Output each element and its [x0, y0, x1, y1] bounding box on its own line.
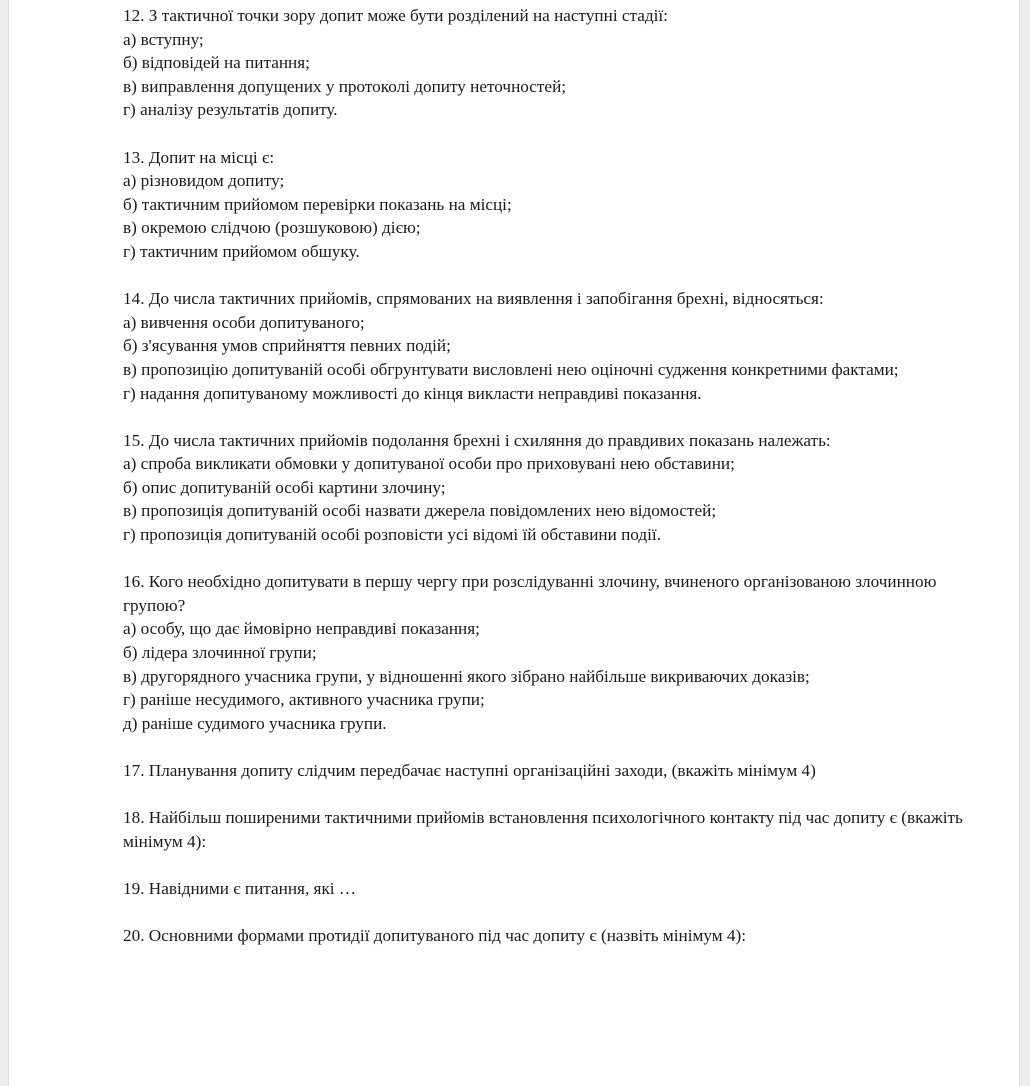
- answer-option: а) вступну;: [123, 29, 204, 49]
- answer-option: а) особу, що дає ймовірно неправдиві показання;: [123, 619, 480, 639]
- question-19: [123, 877, 963, 901]
- answer-option: б) тактичним прийомом перевірки показань на місці;: [123, 194, 512, 214]
- answer-option: б) відповідей на питання;: [123, 53, 310, 73]
- answer-option: в) другорядного учасника групи, у відношенні якого зібрано найбільше викриваючих доказів;: [123, 666, 810, 686]
- question-13: [123, 146, 963, 264]
- answer-option: г) надання допитуваному можливості до кінця викласти неправдиві показання.: [123, 383, 702, 403]
- question-text: 19. Навідними є питання, які …: [123, 878, 357, 898]
- answer-option: г) пропозиція допитуваній особі розповісти усі відомі їй обставини події.: [123, 525, 661, 545]
- question-17: [123, 759, 963, 783]
- question-14: [123, 287, 963, 405]
- question-text: 13. Допит на місці є:: [123, 147, 275, 167]
- question-20: [123, 924, 963, 948]
- answer-option: в) виправлення допущених у протоколі допиту неточностей;: [123, 76, 567, 96]
- answer-option: д) раніше судимого учасника групи.: [123, 713, 387, 733]
- question-16: [123, 570, 963, 735]
- answer-option: г) аналізу результатів допиту.: [123, 100, 338, 120]
- question-18: [123, 806, 963, 853]
- answer-option: в) окремою слідчою (розшуковою) дією;: [123, 218, 421, 238]
- answer-option: б) лідера злочинної групи;: [123, 643, 317, 663]
- answer-option: б) з'ясування умов сприйняття певних подій;: [123, 336, 451, 356]
- answer-option: г) раніше несудимого, активного учасника групи;: [123, 690, 485, 710]
- question-text: 12. З тактичної точки зору допит може бути розділений на наступні стадії:: [123, 6, 668, 25]
- answer-option: в) пропозицію допитуваній особі обгрунтувати висловлені нею оціночні судження конкретними фактами;: [123, 359, 899, 379]
- question-text: 14. До числа тактичних прийомів, спрямованих на виявлення і запобігання брехні, відносяться:: [123, 289, 824, 309]
- question-15: [123, 429, 963, 547]
- question-text: 18. Найбільш поширеними тактичними прийомів встановлення психологічного контакту під час допиту є (вкажіть мінімум 4):: [123, 808, 963, 851]
- answer-option: в) пропозиція допитуваній особі назвати джерела повідомлених нею відомостей;: [123, 501, 717, 521]
- question-12: [123, 4, 963, 122]
- question-text: 16. Кого необхідно допитувати в першу чергу при розслідуванні злочину, вчиненого організованою злочинною групою?: [123, 572, 937, 615]
- question-text: 20. Основними формами протидії допитуваного під час допиту є (назвіть мінімум 4):: [123, 926, 747, 946]
- document-page: [8, 0, 1020, 1086]
- answer-option: б) опис допитуваній особі картини злочину;: [123, 477, 446, 497]
- answer-option: г) тактичним прийомом обшуку.: [123, 241, 360, 261]
- answer-option: а) вивчення особи допитуваного;: [123, 312, 365, 332]
- answer-option: а) різновидом допиту;: [123, 171, 285, 191]
- answer-option: а) спроба викликати обмовки у допитуваної особи про приховувані нею обставини;: [123, 454, 735, 474]
- question-text: 15. До числа тактичних прийомів подолання брехні і схиляння до правдивих показань належать:: [123, 430, 831, 450]
- document-content: [123, 4, 963, 971]
- question-text: 17. Планування допиту слідчим передбачає наступні організаційні заходи, (вкажіть мінімум 4): [123, 761, 816, 780]
